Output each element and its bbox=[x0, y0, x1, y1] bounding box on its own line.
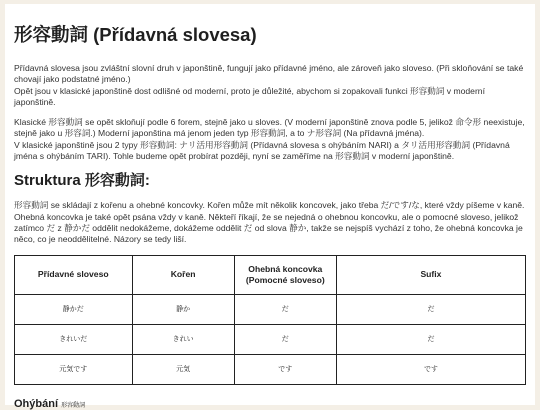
table-header-cell: Kořen bbox=[132, 255, 234, 294]
table-row bbox=[15, 324, 526, 354]
intro-text-2b: V klasické japonštině jsou 2 typy 形容動詞: ナリ活用形容動詞 (Přídavná slovesa s ohýbáním NARI) a タリ活用形容動詞 (Přídavná jména s ohýbáním TARI). Tohle budeme opět probírat později, nyní se zaměříme na 形容動詞 v moderní japonštině. bbox=[14, 139, 510, 162]
section-heading: Struktura 形容動詞: bbox=[14, 172, 150, 190]
table-cell: きれい bbox=[132, 324, 234, 354]
table-cell: です bbox=[234, 354, 336, 384]
intro-paragraph-2 bbox=[14, 117, 526, 162]
table-cell: だ bbox=[234, 294, 336, 324]
page-title: 形容動詞 (Přídavná slovesa) bbox=[14, 24, 257, 45]
table-cell: です bbox=[336, 354, 525, 384]
table-header-cell: Přídavné sloveso bbox=[15, 255, 133, 294]
table-header-row bbox=[15, 255, 526, 294]
table-cell: だ bbox=[336, 324, 525, 354]
intro-text-2a: Klasické 形容動詞 se opět skloňují podle 6 forem, stejně jako u sloves. (V moderní japonštině znova podle 5, jelikož 命令形 neexistuje, stejně jako u 形容詞.) Moderní japonština má jenom jeden typ 形容動詞, a to ナ形容詞 (Na přídavná jména). bbox=[14, 117, 525, 139]
table-header-cell: Sufix bbox=[336, 255, 525, 294]
structure-table bbox=[14, 255, 526, 385]
intro-text-1b: Opět jsou v klasické japonštině dost odlišné od moderní, proto je důležité, abychom si zopakovali funkci 形容動詞 v moderní japonštině. bbox=[14, 85, 485, 107]
section-paragraph: 形容動詞 se skládají z kořenu a ohebné koncovky. Kořen může mít několik koncovek, jako třeba だ/です/な, které vždy píšeme v kaně. Ohebná koncovka je také opět psána vždy v kaně. Někteří říkají, že se nejedná o ohebnou koncovku, ale o pomocné sloveso, jelikož zatímco だ z 静かだ oddělit nedokážeme, dokážeme oddělit だ od slova 静か, takže se nejspíš vychází z toho, že ohebná koncovka je něco, co je neoddělitelné. Názory se tedy liší. bbox=[14, 200, 525, 245]
document-page bbox=[5, 4, 535, 410]
next-heading-main: Ohýbání bbox=[14, 398, 59, 410]
table-header-cell: Ohebná koncovka (Pomocné sloveso) bbox=[234, 255, 336, 294]
table-cell: だ bbox=[336, 294, 525, 324]
table-cell: 静か bbox=[132, 294, 234, 324]
table-cell: 元気 bbox=[132, 354, 234, 384]
table-row bbox=[15, 354, 526, 384]
table-cell: だ bbox=[234, 324, 336, 354]
intro-paragraph-1 bbox=[14, 63, 526, 108]
table-row bbox=[15, 294, 526, 324]
table-cell: きれいだ bbox=[15, 324, 133, 354]
intro-text-1a: Přídavná slovesa jsou zvláštní slovní druh v japonštině, fungují jako přídavné jméno, ale zároveň jako sloveso. (Při skloňování se také chovají jako podstatné jméno.) bbox=[14, 63, 524, 85]
table-cell: 元気です bbox=[15, 354, 133, 384]
next-section-heading bbox=[14, 398, 85, 410]
next-heading-sub: 形容動詞 bbox=[61, 402, 86, 409]
table-cell: 静かだ bbox=[15, 294, 133, 324]
document-content bbox=[5, 4, 535, 385]
